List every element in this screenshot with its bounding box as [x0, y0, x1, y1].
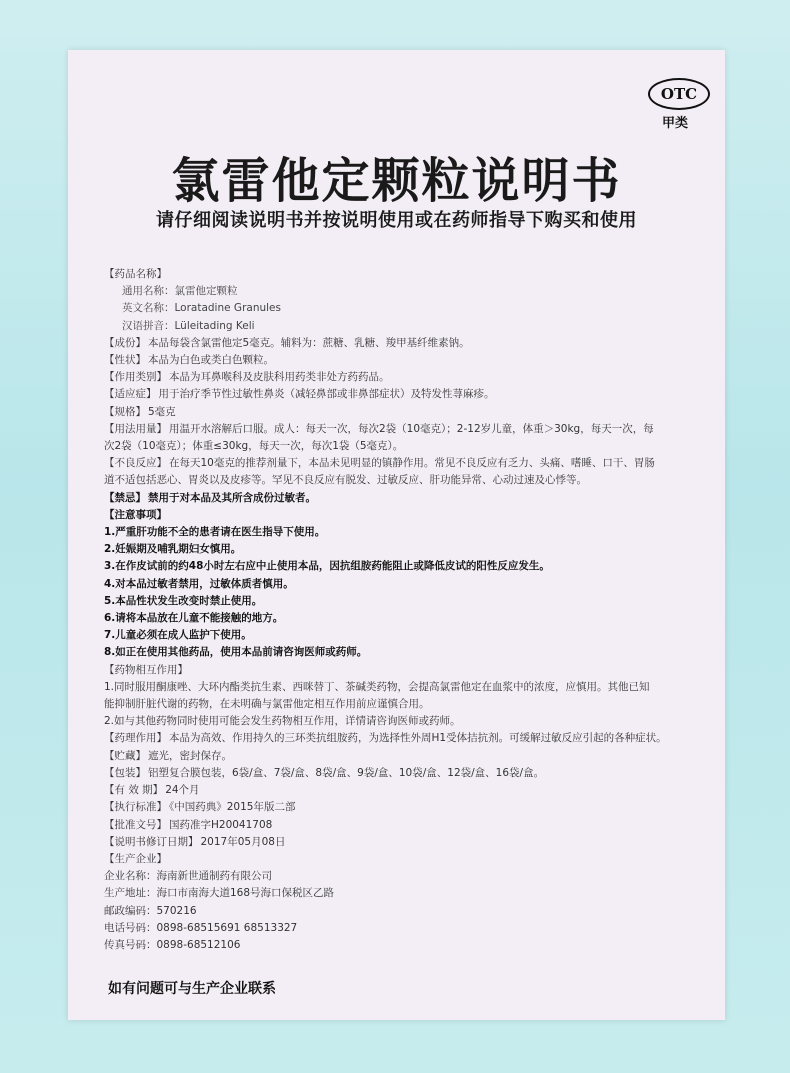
- package-key: 【包装】: [104, 766, 146, 779]
- pinyin-name: 汉语拼音：Lüleitading Keli: [122, 319, 255, 332]
- character-key: 【性状】: [104, 354, 146, 367]
- pharm-row: [104, 730, 716, 747]
- category-text: 本品为耳鼻喉科及皮肤科用药类非处方药药品。: [169, 371, 390, 384]
- interaction-item-2: 2.如与其他药物同时使用可能会发生药物相互作用，详情请咨询医师或药师。: [104, 715, 461, 728]
- otc-badge: [648, 78, 710, 110]
- validity-row: [104, 782, 716, 799]
- dosage-text-1: 用温开水溶解后口服。成人：每天一次，每次2袋（10毫克）；2-12岁儿童，体重＞30kg，每天一次，每: [169, 422, 654, 435]
- caution-item-1: 1.严重肝功能不全的患者请在医生指导下使用。: [104, 526, 326, 539]
- indication-row: [104, 386, 716, 403]
- revision-key: 【说明书修订日期】: [104, 835, 199, 848]
- maker-address: 生产地址：海口市南海大道168号海口保税区乙路: [104, 887, 335, 900]
- validity-key: 【有 效 期】: [104, 784, 164, 797]
- caution-item-3: 3.在作皮试前的约48小时左右应中止使用本品，因抗组胺药能阻止或降低皮试的阳性反应发生。: [104, 560, 550, 573]
- pharm-text: 本品为高效、作用持久的三环类抗组胺药，为选择性外周H1受体拮抗剂。可缓解过敏反应引起的各种症状。: [169, 732, 667, 745]
- indication-key: 【适应症】: [104, 388, 157, 401]
- category-key: 【作用类别】: [104, 371, 167, 384]
- character-row: [104, 352, 716, 369]
- revision-row: [104, 834, 716, 851]
- contact-footer: 如有问题可与生产企业联系: [108, 981, 276, 997]
- indication-text: 用于治疗季节性过敏性鼻炎（减轻鼻部或非鼻部症状）及特发性荨麻疹。: [158, 388, 495, 401]
- category-label: 甲类: [662, 116, 689, 131]
- character-text: 本品为白色或类白色颗粒。: [148, 354, 274, 367]
- standard-text: 《中国药典》2015年版二部: [169, 801, 296, 814]
- ingredients-key: 【成份】: [104, 336, 146, 349]
- dosage-key: 【用法用量】: [104, 422, 167, 435]
- adverse-row: [104, 455, 716, 472]
- interaction-item-1b: 能抑制肝脏代谢的药物，在未明确与氯雷他定相互作用前应谨慎合用。: [104, 698, 430, 711]
- interaction-item-1a: 1.同时服用酮康唑、大环内酯类抗生素、西咪替丁、茶碱类药物，会提高氯雷他定在血浆中的浓度，应慎用。其他已知: [104, 680, 650, 693]
- approval-row: [104, 817, 716, 834]
- generic-name: 通用名称：氯雷他定颗粒: [122, 285, 238, 298]
- revision-text: 2017年05月08日: [200, 835, 286, 848]
- storage-text: 遮光，密封保存。: [148, 749, 232, 762]
- dosage-text-2: 次2袋（10毫克）；体重≤30kg，每天一次，每次1袋（5毫克）。: [104, 440, 404, 453]
- approval-text: 国药准字H20041708: [169, 818, 273, 831]
- contra-key: 【禁忌】: [104, 491, 146, 504]
- english-name: 英文名称：Loratadine Granules: [122, 302, 281, 315]
- spec-row: [104, 404, 716, 421]
- spec-text: 5毫克: [148, 405, 176, 418]
- caution-item-4: 4.对本品过敏者禁用，过敏体质者慎用。: [104, 577, 294, 590]
- maker-phone: 电话号码：0898-68515691 68513327: [104, 921, 298, 934]
- adverse-text-1: 在每天10毫克的推荐剂量下，本品未见明显的镇静作用。常见不良反应有乏力、头痛、嗜睡、口干、胃肠: [169, 457, 655, 470]
- package-row: [104, 765, 716, 782]
- standard-key: 【执行标准】: [104, 801, 167, 814]
- document-subtitle: 请仔细阅读说明书并按说明使用或在药师指导下购买和使用: [156, 210, 637, 231]
- caution-item-2: 2.妊娠期及哺乳期妇女慎用。: [104, 543, 242, 556]
- adverse-key: 【不良反应】: [104, 457, 167, 470]
- validity-text: 24个月: [165, 784, 200, 797]
- adverse-text-2: 道不适包括恶心、胃炎以及皮疹等。罕见不良反应有脱发、过敏反应、肝功能异常、心动过速及心悸等。: [104, 474, 587, 487]
- section-name-header: 【药品名称】: [104, 268, 167, 280]
- ingredients-text: 本品每袋含氯雷他定5毫克。辅料为：蔗糖、乳糖、羧甲基纤维素钠。: [148, 336, 470, 349]
- maker-fax: 传真号码：0898-68512106: [104, 938, 241, 951]
- storage-row: [104, 748, 716, 765]
- ingredients-row: [104, 335, 716, 352]
- storage-key: 【贮藏】: [104, 749, 146, 762]
- spec-key: 【规格】: [104, 405, 146, 418]
- caution-item-7: 7.儿童必须在成人监护下使用。: [104, 629, 252, 642]
- approval-key: 【批准文号】: [104, 818, 167, 831]
- category-row: [104, 369, 716, 386]
- maker-name: 企业名称：海南新世通制药有限公司: [104, 870, 272, 883]
- interaction-header: 【药物相互作用】: [104, 663, 188, 676]
- caution-item-6: 6.请将本品放在儿童不能接触的地方。: [104, 612, 284, 625]
- package-text: 铝塑复合膜包装，6袋/盒、7袋/盒、8袋/盒、9袋/盒、10袋/盒、12袋/盒、16袋/盒。: [148, 766, 545, 779]
- pharm-key: 【药理作用】: [104, 732, 167, 745]
- caution-item-5: 5.本品性状发生改变时禁止使用。: [104, 594, 263, 607]
- dosage-row: [104, 421, 716, 438]
- contra-row: [104, 490, 716, 507]
- caution-item-8: 8.如正在使用其他药品，使用本品前请咨询医师或药师。: [104, 646, 368, 659]
- maker-postcode: 邮政编码：570216: [104, 904, 197, 917]
- maker-header: 【生产企业】: [104, 852, 167, 865]
- instruction-sheet: [68, 50, 725, 1020]
- standard-row: [104, 799, 716, 816]
- document-body: [104, 266, 716, 954]
- caution-header: 【注意事项】: [104, 508, 167, 521]
- otc-label: OTC: [660, 85, 698, 103]
- contra-text: 禁用于对本品及其所含成份过敏者。: [148, 491, 316, 504]
- document-title: 氯雷他定颗粒说明书: [171, 153, 622, 209]
